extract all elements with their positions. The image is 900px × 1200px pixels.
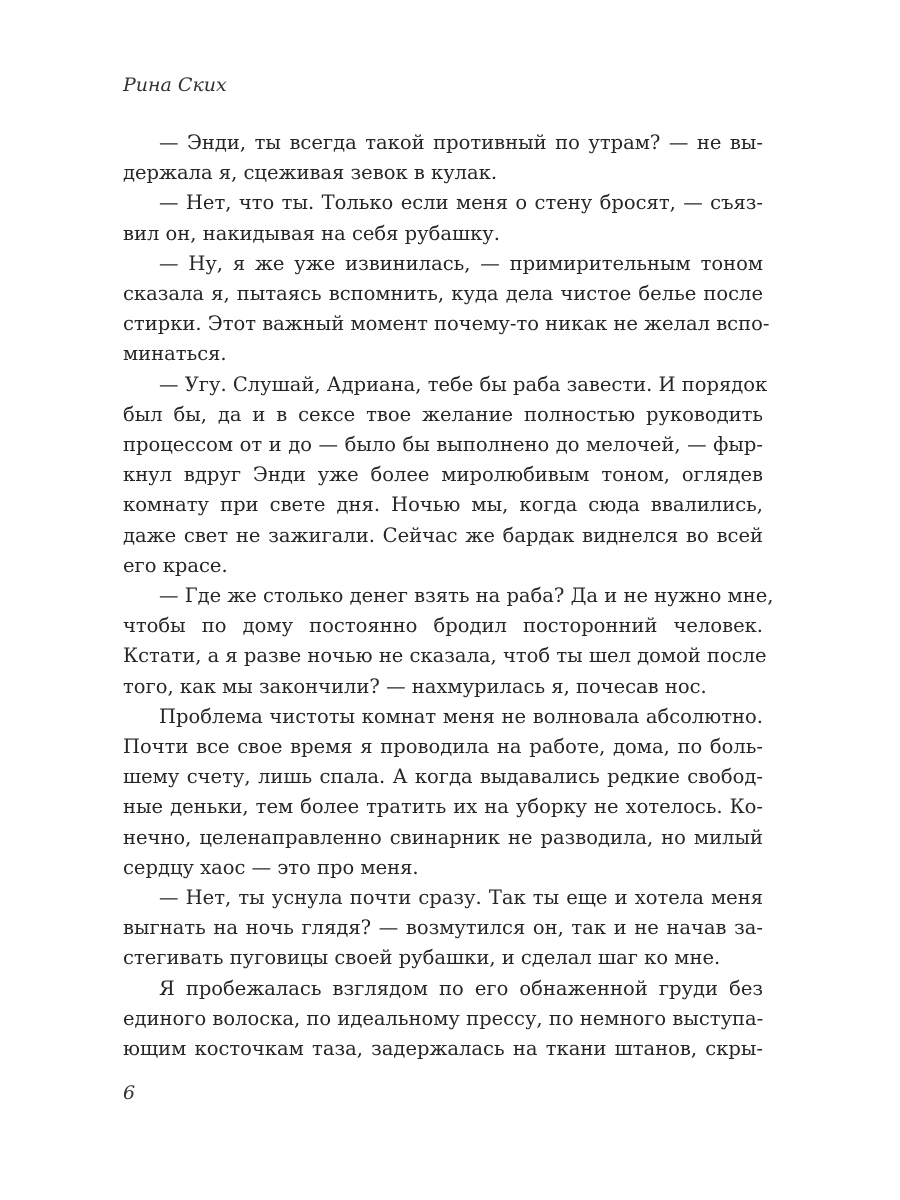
text-line: Почти все свое время я проводила на работе, дома, по боль-: [123, 735, 763, 759]
text-line: стирки. Этот важный момент почему-то никак не желал вспо-: [123, 312, 770, 336]
text-line: комнату при свете дня. Ночью мы, когда сюда ввалились,: [123, 493, 763, 517]
text-line: был бы, да и в сексе твое желание полностью руководить: [123, 402, 763, 426]
text-line: Кстати, а я разве ночью не сказала, чтоб ты шел домой после: [123, 644, 767, 668]
text-line: выгнать на ночь глядя? — возмутился он, так и не начав за-: [123, 916, 763, 940]
text-line: минаться.: [123, 342, 227, 366]
text-line: — Где же столько денег взять на раба? Да и не нужно мне,: [159, 584, 774, 608]
text-line: кнул вдруг Энди уже более миролюбивым тоном, оглядев: [123, 463, 763, 487]
text-line: держала я, сцеживая зевок в кулак.: [123, 161, 498, 185]
text-line: Проблема чистоты комнат меня не волновала абсолютно.: [159, 704, 763, 728]
text-line: стегивать пуговицы своей рубашки, и сделал шаг ко мне.: [123, 946, 721, 970]
text-line: чтобы по дому постоянно бродил посторонний человек.: [123, 614, 763, 638]
text-line: сердцу хаос — это про меня.: [123, 855, 419, 879]
text-line: — Энди, ты всегда такой противный по утрам? — не вы-: [159, 131, 763, 154]
body-text: [123, 128, 774, 1064]
text-line: ющим косточкам таза, задержалась на ткани штанов, скры-: [123, 1037, 763, 1061]
text-line: того, как мы закончили? — нахмурилась я, почесав нос.: [123, 674, 707, 698]
text-line: Я пробежалась взглядом по его обнаженной груди без: [159, 976, 763, 1000]
text-line: — Нет, ты уснула почти сразу. Так ты еще и хотела меня: [159, 886, 763, 910]
text-line: вил он, накидывая на себя рубашку.: [123, 221, 500, 245]
text-line: нечно, целенаправленно свинарник не разводила, но милый: [123, 825, 763, 849]
text-line: сказала я, пытаясь вспомнить, куда дела чистое белье после: [123, 282, 763, 306]
text-line: процессом от и до — было бы выполнено до мелочей, — фыр-: [123, 433, 763, 457]
text-line: даже свет не зажигали. Сейчас же бардак виднелся во всей: [123, 523, 763, 547]
text-line: шему счету, лишь спала. А когда выдавались редкие свобод-: [123, 765, 763, 789]
text-line: ные деньки, тем более тратить их на уборку не хотелось. Ко-: [123, 795, 763, 819]
running-header-author: Рина Ских: [123, 74, 227, 96]
text-line: единого волоска, по идеальному прессу, по немного выступа-: [123, 1006, 764, 1030]
text-line: его красе.: [123, 553, 228, 577]
text-line: — Нет, что ты. Только если меня о стену бросят, — съяз-: [159, 191, 763, 215]
page-number: 6: [123, 1082, 136, 1104]
text-line: — Угу. Слушай, Адриана, тебе бы раба завести. И порядок: [159, 372, 768, 396]
text-line: — Ну, я же уже извинилась, — примирительным тоном: [159, 251, 763, 275]
